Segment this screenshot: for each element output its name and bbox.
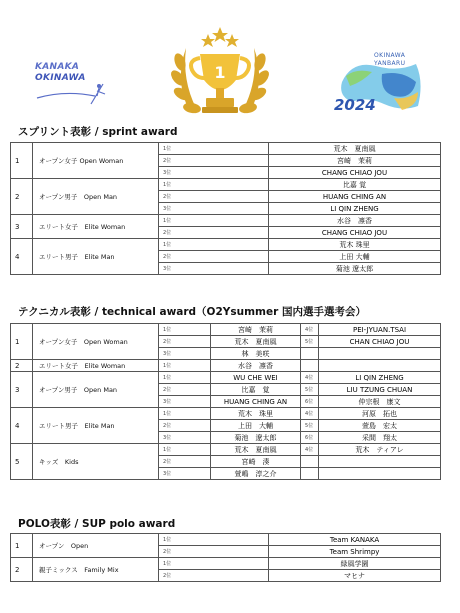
winner-name: 上田 大輔 [269, 251, 441, 263]
place-label: 2位 [159, 191, 269, 203]
winner-name-secondary: 河原 拓也 [319, 408, 441, 420]
place-label: 3位 [159, 263, 269, 275]
place-label: 3位 [159, 396, 211, 408]
category-label: オープン女子 Open Woman [33, 143, 159, 179]
winner-name-secondary: 仲宗根 康文 [319, 396, 441, 408]
place-label-secondary: 4位 [301, 408, 319, 420]
polo-table [10, 533, 441, 582]
group-number: 1 [11, 534, 33, 558]
table-row [11, 534, 441, 546]
winner-name: 比嘉 覚 [269, 179, 441, 191]
winner-name: 荒木 夏南風 [269, 143, 441, 155]
winner-name: 林 美咲 [211, 348, 301, 360]
winner-name-secondary: 萱島 宏太 [319, 420, 441, 432]
winner-name: Team Shrimpy [269, 546, 441, 558]
okinawa-yanbaru-logo [332, 52, 432, 122]
table-row [11, 324, 441, 336]
winner-name: LI QIN ZHENG [269, 203, 441, 215]
category-label: オープン Open [33, 534, 159, 558]
group-number: 3 [11, 372, 33, 408]
table-row [11, 179, 441, 191]
place-label-secondary: 4位 [301, 444, 319, 456]
winner-name: 緑風学園 [269, 558, 441, 570]
place-label: 3位 [159, 167, 269, 179]
place-label: 3位 [159, 468, 211, 480]
winner-name: マヒナ [269, 570, 441, 582]
winner-name: 宮崎 湊 [211, 456, 301, 468]
winner-name-secondary [319, 468, 441, 480]
winner-name-secondary: CHAN CHIAO JOU [319, 336, 441, 348]
place-label: 1位 [159, 215, 269, 227]
winner-name-secondary [319, 348, 441, 360]
winner-name-secondary: LI QIN ZHENG [319, 372, 441, 384]
winner-name: 宮崎 茉莉 [269, 155, 441, 167]
category-label: キッズ Kids [33, 444, 159, 480]
category-label: エリート男子 Elite Man [33, 408, 159, 444]
table-row [11, 408, 441, 420]
logo-right-line1: OKINAWA [374, 52, 406, 59]
place-label: 3位 [159, 432, 211, 444]
kanaka-okinawa-logo [35, 62, 121, 106]
group-number: 2 [11, 558, 33, 582]
group-number: 4 [11, 239, 33, 275]
table-row [11, 444, 441, 456]
winner-name: 比嘉 覚 [211, 384, 301, 396]
group-number: 1 [11, 324, 33, 360]
winner-name: 上田 大輔 [211, 420, 301, 432]
header [0, 0, 460, 125]
group-number: 2 [11, 360, 33, 372]
place-label-secondary [301, 360, 319, 372]
place-label-secondary [301, 456, 319, 468]
logo-left-line2: OKINAWA [35, 73, 86, 83]
table-row [11, 372, 441, 384]
category-label: エリート男子 Elite Man [33, 239, 159, 275]
group-number: 1 [11, 143, 33, 179]
trophy-number: 1 [214, 63, 226, 82]
place-label: 1位 [159, 408, 211, 420]
winner-name-secondary: LIU TZUNG CHUAN [319, 384, 441, 396]
place-label-secondary: 5位 [301, 336, 319, 348]
winner-name: HUANG CHING AN [211, 396, 301, 408]
place-label: 1位 [159, 143, 269, 155]
place-label: 2位 [159, 336, 211, 348]
place-label-secondary: 4位 [301, 324, 319, 336]
winner-name: WU CHE WEI [211, 372, 301, 384]
polo-section-title: POLO表彰 / SUP polo award [18, 518, 176, 530]
logo-right-line2: YANBARU [374, 60, 406, 67]
winner-name: 水谷 凛香 [211, 360, 301, 372]
year-label: 2024 [334, 96, 376, 114]
winner-name-secondary [319, 456, 441, 468]
winner-name: 荒木 夏南風 [211, 444, 301, 456]
place-label: 2位 [159, 155, 269, 167]
group-number: 5 [11, 444, 33, 480]
place-label: 2位 [159, 420, 211, 432]
sprint-section-title: スプリント表彰 / sprint award [18, 126, 178, 138]
group-number: 4 [11, 408, 33, 444]
place-label-secondary: 5位 [301, 384, 319, 396]
place-label: 1位 [159, 372, 211, 384]
winner-name: 宮崎 茉莉 [211, 324, 301, 336]
place-label-secondary [301, 468, 319, 480]
sprint-table [10, 142, 441, 275]
winner-name-secondary: 采間 翔太 [319, 432, 441, 444]
place-label-secondary [301, 348, 319, 360]
category-label: オープン男子 Open Man [33, 179, 159, 215]
category-label: オープン女子 Open Woman [33, 324, 159, 360]
place-label: 2位 [159, 570, 269, 582]
winner-name: 水谷 凛香 [269, 215, 441, 227]
winner-name: 荒木 夏南風 [211, 336, 301, 348]
place-label: 2位 [159, 546, 269, 558]
paddler-icon [35, 82, 121, 108]
place-label: 1位 [159, 360, 211, 372]
group-number: 2 [11, 179, 33, 215]
place-label: 3位 [159, 348, 211, 360]
place-label-secondary: 5位 [301, 420, 319, 432]
table-row [11, 239, 441, 251]
place-label: 2位 [159, 384, 211, 396]
place-label-secondary: 4位 [301, 372, 319, 384]
category-label: オープン男子 Open Man [33, 372, 159, 408]
table-row [11, 360, 441, 372]
winner-name: 菊池 遼太郎 [211, 432, 301, 444]
technical-section-title: テクニカル表彰 / technical award（O2Ysummer 国内選手選考会） [18, 306, 366, 318]
place-label: 2位 [159, 456, 211, 468]
place-label: 1位 [159, 179, 269, 191]
winner-name: Team KANAKA [269, 534, 441, 546]
winner-name-secondary [319, 360, 441, 372]
table-row [11, 558, 441, 570]
winner-name: 荒木 珠里 [269, 239, 441, 251]
place-label: 1位 [159, 534, 269, 546]
category-label: エリート女子 Elite Woman [33, 360, 159, 372]
category-label: 親子ミックス Family Mix [33, 558, 159, 582]
winner-name: 萱嶋 淳之介 [211, 468, 301, 480]
place-label: 2位 [159, 251, 269, 263]
trophy-laurel-icon [170, 22, 270, 126]
place-label: 3位 [159, 203, 269, 215]
logo-left-line1: KANAKA [35, 62, 80, 72]
table-row [11, 215, 441, 227]
place-label-secondary: 6位 [301, 396, 319, 408]
place-label: 1位 [159, 558, 269, 570]
place-label: 2位 [159, 227, 269, 239]
winner-name: 荒木 珠里 [211, 408, 301, 420]
technical-table [10, 323, 441, 480]
place-label: 1位 [159, 324, 211, 336]
winner-name: 菊池 遼太郎 [269, 263, 441, 275]
group-number: 3 [11, 215, 33, 239]
winner-name: HUANG CHING AN [269, 191, 441, 203]
table-row [11, 143, 441, 155]
winner-name: CHANG CHIAO JOU [269, 227, 441, 239]
winner-name-secondary: PEI-JYUAN.TSAI [319, 324, 441, 336]
place-label: 1位 [159, 444, 211, 456]
winner-name-secondary: 荒木 ティアレ [319, 444, 441, 456]
winner-name: CHANG CHIAO JOU [269, 167, 441, 179]
place-label-secondary: 6位 [301, 432, 319, 444]
place-label: 1位 [159, 239, 269, 251]
category-label: エリート女子 Elite Woman [33, 215, 159, 239]
